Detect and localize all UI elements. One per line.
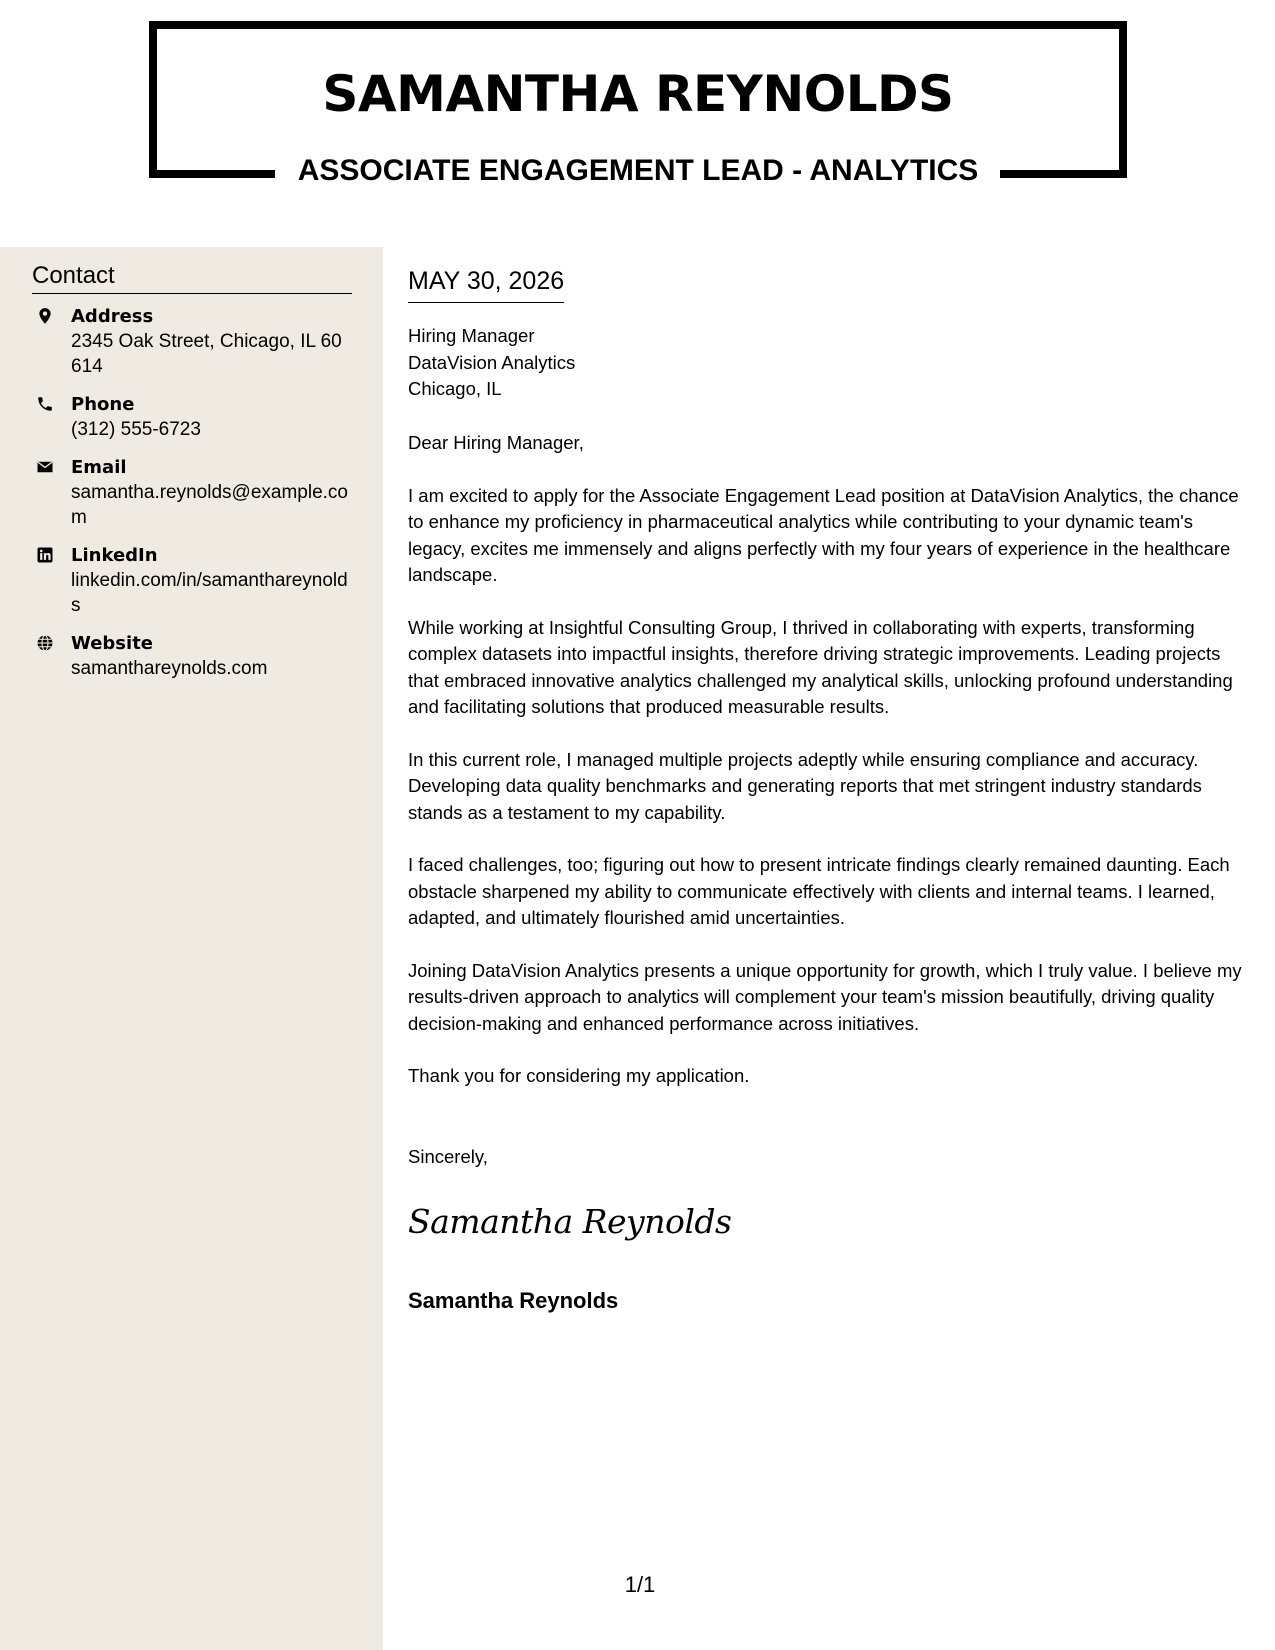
signer-name: Samantha Reynolds bbox=[408, 1288, 619, 1313]
closing: Sincerely, bbox=[408, 1146, 488, 1167]
contact-linkedin bbox=[32, 543, 352, 618]
contact-label: LinkedIn bbox=[71, 545, 158, 566]
signature: Samantha Reynolds bbox=[408, 1202, 732, 1241]
letter-body bbox=[408, 430, 1253, 1116]
body-paragraph: Joining DataVision Analytics presents a unique opportunity for growth, which I truly value. I believe my results-driven approach to analytics will complement your team's mission beautifully, driving quality decision-making and enhanced performance across initiatives. bbox=[408, 959, 1242, 1034]
body-paragraph: I am excited to apply for the Associate Engagement Lead position at DataVision Analytics, the chance to enhance my proficiency in pharmaceutical analytics while contributing to your dynamic team's legacy, excites me immensely and aligns perfectly with my four years of experience in the healthcare landscape. bbox=[408, 484, 1239, 585]
body-paragraph: I faced challenges, too; figuring out how to present intricate findings clearly remained daunting. Each obstacle sharpened my ability to communicate effectively with clients and internal teams. I learned, adapted, and ultimately flourished amid uncertainties. bbox=[408, 854, 1230, 928]
website-link[interactable]: samanthareynolds.com bbox=[71, 658, 268, 679]
globe-icon bbox=[36, 634, 54, 652]
phone-icon bbox=[36, 395, 54, 413]
contact-label: Phone bbox=[71, 394, 135, 415]
address-value: 2345 Oak Street, Chicago, IL 60614 bbox=[71, 331, 342, 377]
recipient-line: Hiring Manager bbox=[408, 325, 535, 346]
contact-list bbox=[32, 304, 352, 694]
email-link[interactable]: samantha.reynolds@example.com bbox=[71, 482, 348, 528]
contact-address bbox=[32, 304, 352, 379]
page-number: 1/1 bbox=[624, 1572, 656, 1597]
recipient-line: DataVision Analytics bbox=[408, 351, 576, 373]
contact-website bbox=[32, 631, 352, 681]
phone-value: (312) 555-6723 bbox=[71, 419, 201, 440]
salutation: Dear Hiring Manager, bbox=[408, 432, 584, 453]
envelope-icon bbox=[36, 458, 54, 476]
linkedin-link[interactable]: linkedin.com/in/samanthareynolds bbox=[71, 570, 348, 616]
map-pin-icon bbox=[36, 307, 54, 325]
letter-date: MAY 30, 2026 bbox=[408, 265, 564, 303]
body-paragraph: Thank you for considering my application. bbox=[408, 1065, 750, 1086]
body-paragraph: In this current role, I managed multiple projects adeptly while ensuring compliance and accuracy. Developing data quality benchmarks and generating reports that met stringent industry standards stands as a testament to my capability. bbox=[408, 748, 1202, 823]
contact-phone bbox=[32, 392, 352, 442]
body-paragraph: While working at Insightful Consulting Group, I thrived in collaborating with experts, transforming complex datasets into impactful insights, therefore driving strategic improvements. Leading projects that embraced innovative analytics challenged my analytical skills, unlocking profound understanding and facilitating solutions that produced measurable results. bbox=[408, 616, 1233, 717]
recipient-line: Chicago, IL bbox=[408, 378, 502, 399]
contact-label: Website bbox=[71, 633, 154, 654]
contact-heading: Contact bbox=[32, 261, 352, 294]
linkedin-icon bbox=[36, 546, 54, 564]
job-title: ASSOCIATE ENGAGEMENT LEAD - ANALYTICS bbox=[297, 154, 979, 187]
candidate-name: SAMANTHA REYNOLDS bbox=[322, 65, 954, 123]
contact-email bbox=[32, 455, 352, 530]
contact-label: Email bbox=[71, 457, 127, 478]
contact-label: Address bbox=[71, 306, 154, 327]
recipient-block bbox=[408, 323, 575, 403]
